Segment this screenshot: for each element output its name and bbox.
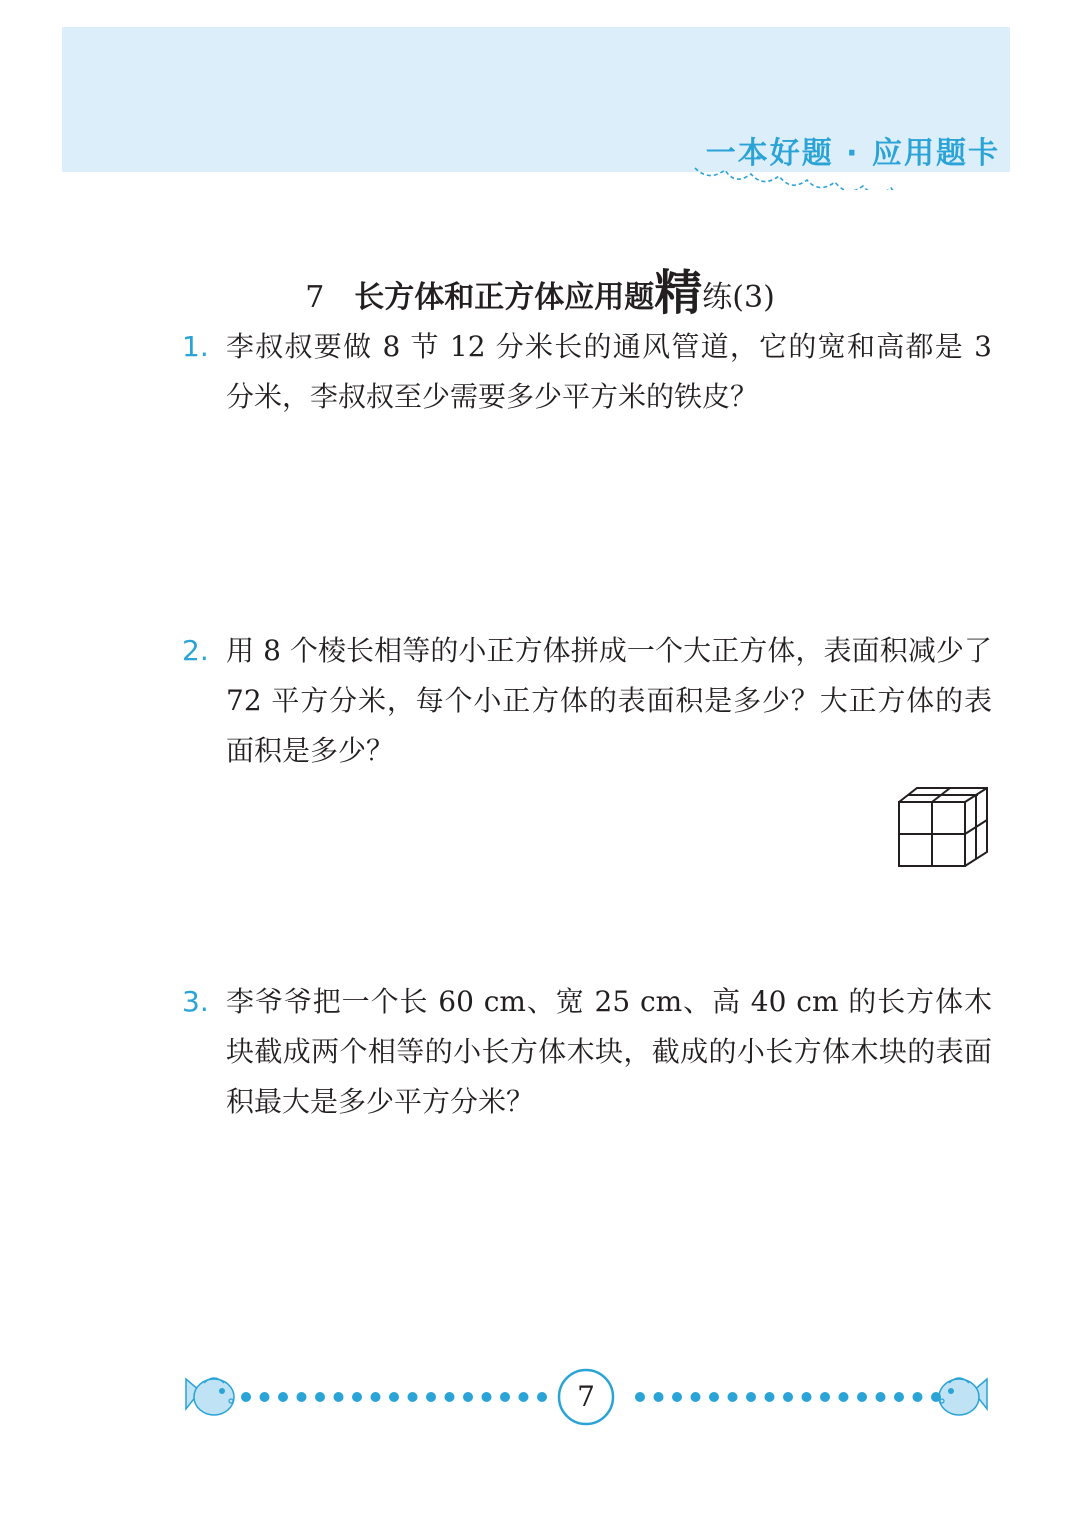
stacked-cube-figure: [895, 786, 995, 870]
footer-dot: [931, 1392, 941, 1402]
title-emphasis: 精: [654, 265, 703, 321]
dot-row-left: [241, 1392, 547, 1402]
wave-decoration-icon: [693, 160, 998, 190]
footer-dot: [635, 1392, 645, 1402]
fish-right-icon: [939, 1378, 987, 1415]
footer-dot: [913, 1392, 923, 1402]
footer-dot: [709, 1392, 719, 1402]
page-number: 7: [577, 1380, 595, 1413]
question-text: 用 8 个棱长相等的小正方体拼成一个大正方体，表面积减少了 72 平方分米，每个小正方体的表面积是多少？大正方体的表面积是多少？: [226, 634, 992, 767]
footer-dot: [278, 1392, 288, 1402]
footer-dot: [839, 1392, 849, 1402]
footer-dot: [783, 1392, 793, 1402]
footer-dot: [857, 1392, 867, 1402]
question-2: [182, 626, 992, 776]
footer-dot: [352, 1392, 362, 1402]
footer-dot: [691, 1392, 701, 1402]
footer-dot: [482, 1392, 492, 1402]
brand-title: 一本好题 · 应用题卡: [705, 136, 1000, 171]
footer-dot: [260, 1392, 270, 1402]
footer-dot: [426, 1392, 436, 1402]
footer-dot: [672, 1392, 682, 1402]
footer-dot: [820, 1392, 830, 1402]
footer-dot: [876, 1392, 886, 1402]
footer-dot: [408, 1392, 418, 1402]
footer-dot: [371, 1392, 381, 1402]
footer-dot: [445, 1392, 455, 1402]
footer-dot: [728, 1392, 738, 1402]
page-title: [0, 254, 1080, 323]
footer-dot: [297, 1392, 307, 1402]
footer-dot: [241, 1392, 251, 1402]
question-number: 1.: [182, 330, 209, 363]
footer-dot: [746, 1392, 756, 1402]
footer-dot: [519, 1392, 529, 1402]
footer-dot: [334, 1392, 344, 1402]
footer-dot: [500, 1392, 510, 1402]
title-main: 长方体和正方体应用题: [354, 280, 655, 315]
footer-dot: [765, 1392, 775, 1402]
footer-dot: [654, 1392, 664, 1402]
fish-left-icon: [186, 1378, 234, 1415]
question-number: 3.: [182, 985, 209, 1018]
footer-dot: [894, 1392, 904, 1402]
title-tail: 练(3): [702, 280, 775, 315]
title-number: 7: [305, 280, 325, 315]
footer-dot: [537, 1392, 547, 1402]
footer-dot: [315, 1392, 325, 1402]
footer-dot: [389, 1392, 399, 1402]
question-text: 李爷爷把一个长 60 cm、宽 25 cm、高 40 cm 的长方体木块截成两个相等的小长方体木块，截成的小长方体木块的表面积最大是多少平方分米？: [226, 985, 992, 1118]
question-number: 2.: [182, 634, 209, 667]
footer-dot: [802, 1392, 812, 1402]
dot-row-right: [635, 1392, 941, 1402]
question-1: [182, 322, 992, 422]
question-3: [182, 977, 992, 1127]
footer-dot: [463, 1392, 473, 1402]
question-text: 李叔叔要做 8 节 12 分米长的通风管道，它的宽和高都是 3 分米，李叔叔至少需要多少平方米的铁皮？: [226, 330, 992, 413]
